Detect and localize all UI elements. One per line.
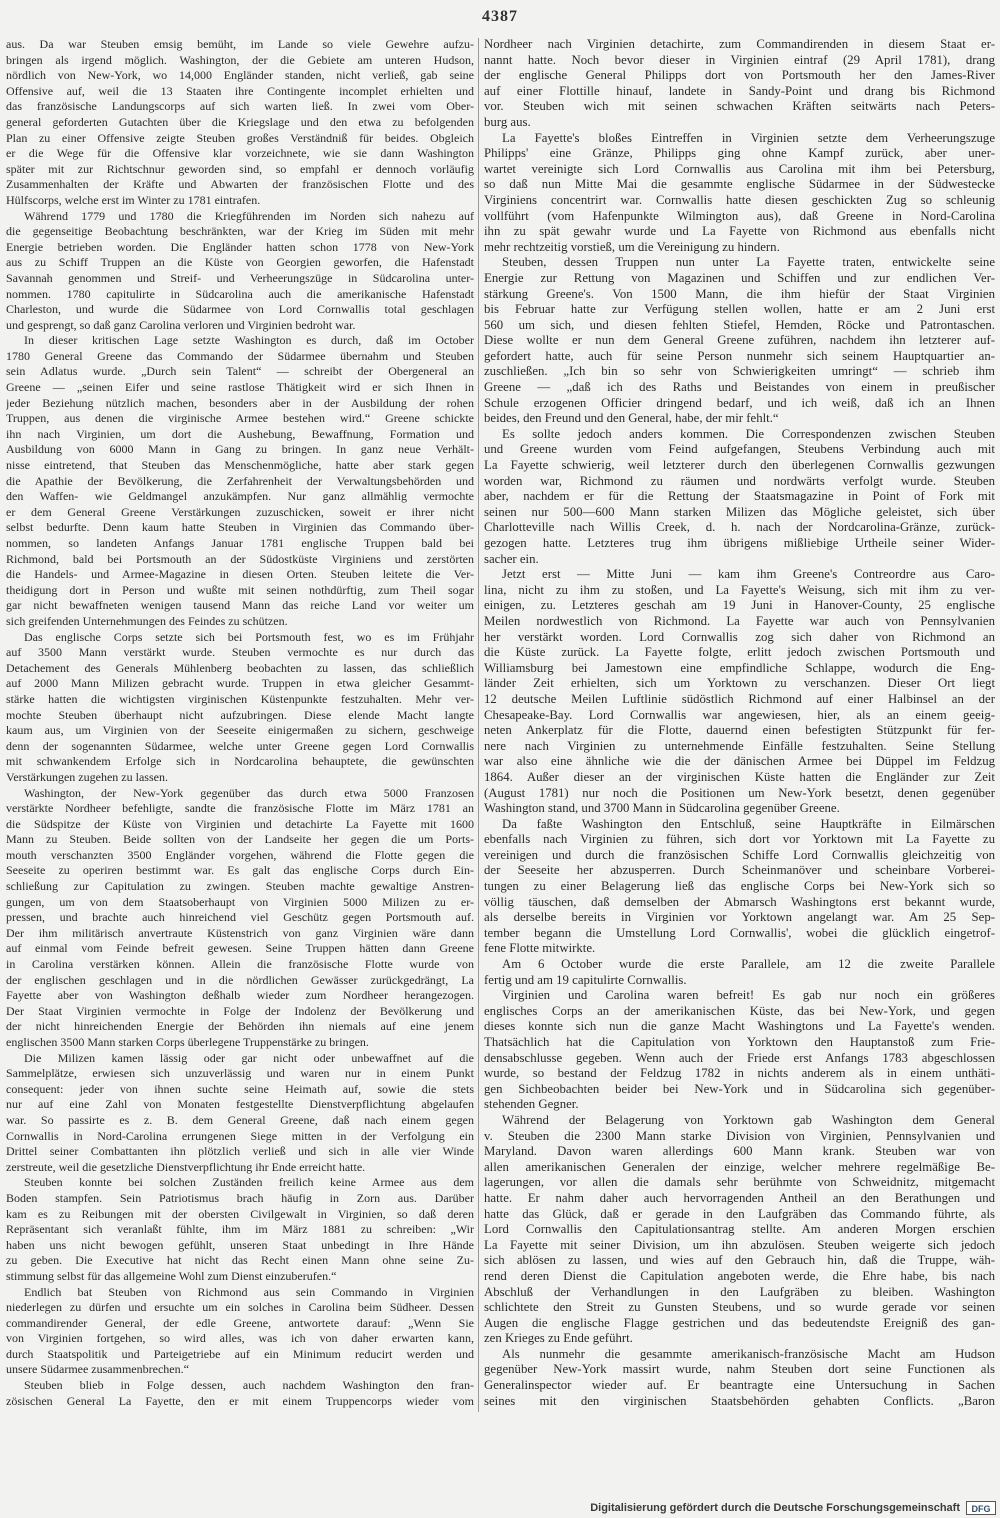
text-line: Plan zu einer Offensive zeigte Steuben großes Verständniß für beides. Obgleich bbox=[6, 130, 474, 145]
text-line: und Greene wurden vom Feind aufgefangen, Steubens Verbindung auch mit bbox=[484, 442, 995, 457]
text-line: Energie zur Rettung von Magazinen und Schiffen und zur endlichen Ver- bbox=[484, 270, 995, 285]
text-line: Repräsentant sich veranlaßt fühlte, ihm im März 1881 zu schreiben: „Wir bbox=[6, 1222, 474, 1237]
text-line: die Apathie der Bevölkerung, die Zerfahrenheit der Verwaltungsbehörden und bbox=[6, 473, 474, 488]
text-line: Boden stampfen. Sein Patriotismus brach häufig in Zorn aus. Darüber bbox=[6, 1190, 474, 1205]
text-line: zösischen General La Fayette, den er mit einem Truppencorps wieder vom bbox=[6, 1393, 474, 1408]
text-line: Charleston, und wurde die Südarmee von Lord Cornwallis total geschlagen bbox=[6, 302, 474, 317]
text-line: pressen, und brachte auch hinreichend viel Geschütz gegen Portsmouth auf. bbox=[6, 910, 474, 925]
text-line: Drittel seiner Combattanten ihn plötzlich verließ und sich in alle vier Winde bbox=[6, 1144, 474, 1159]
text-line: densabschlusse gegeben. Wenn auch der Friede erst Anfangs 1783 abgeschlossen bbox=[484, 1050, 995, 1065]
text-line: Savannah genommen und Streif- und Verheerungszüge in Südcarolina unter- bbox=[6, 270, 474, 285]
text-line: Sammelplätze, erwiesen sich unzuverlässig und waren nur in einem Punkt bbox=[6, 1066, 474, 1081]
text-line: v. Steuben die 2300 Mann starke Division von Virginien, Pennsylvanien und bbox=[484, 1128, 995, 1143]
text-line: war. So passirte es z. B. dem General Greene, daß nach einem gegen bbox=[6, 1112, 474, 1127]
text-line: Es sollte jedoch anders kommen. Die Correspondenzen zwischen Steuben bbox=[502, 426, 995, 441]
text-line: der englischen geschlagen und in die nördlichen Gewässer zurückgedrängt, La bbox=[6, 972, 474, 987]
text-line: mouth verschanzten 3500 Engländer vorgehen, während die Flotte gegen die bbox=[6, 847, 474, 862]
text-line: verstärkte Nordheer befehligte, sandte die französische Flotte im März 1781 an bbox=[6, 801, 474, 816]
text-line: er die Wege für die Offensive klar vorzeichnete, wie sie dann Washington bbox=[6, 146, 474, 161]
text-line: vor. Steuben wich mit seinen schwachen Kräften seitwärts nach Peters- bbox=[484, 99, 995, 114]
text-line: der nicht hinreichenden Energie der Behörden ihn niemals auf eine jenem bbox=[6, 1019, 474, 1034]
text-line: Nordheer nach Virginien detachirte, zum Commandirenden in diesem Staat er- bbox=[484, 37, 995, 51]
text-line: englisches Corps an der amerikanischen Küste, das bei New-York, und gegen bbox=[484, 1003, 995, 1018]
text-line: gungen, um von dem Staatsoberhaupt von Virginien 5000 Milizen zu er- bbox=[6, 894, 474, 909]
text-line: Der Staat Virginien vermochte in Folge der Indolenz der Bevölkerung und bbox=[6, 1003, 474, 1018]
text-line: kaum aus, um Virginien von der Seeseite einigermaßen zu sichern, geschweige bbox=[6, 723, 474, 738]
text-line: Das englische Corps setzte sich bei Portsmouth fest, wo es im Frühjahr bbox=[24, 629, 474, 644]
text-line: La Fayette's bloßes Eintreffen in Virginien setzte dem Verheerungszuge bbox=[502, 130, 995, 145]
paragraph bbox=[484, 131, 995, 256]
text-line: gefordert hatte, auch für seine Person nunmehr sich seinem Hauptquartier an- bbox=[484, 348, 995, 363]
text-line: wurde, so bestand der Feldzug 1782 in nichts anderem als in einem unthäti- bbox=[484, 1066, 995, 1081]
text-line: commandirender General, der edle Greene, antwortete darauf: „Wenn Sie bbox=[6, 1315, 474, 1330]
text-line: den Waffen- wie Geldmangel anzukämpfen. Nur ganz allmählig vermochte bbox=[6, 489, 474, 504]
text-line: zu geben. Die Executive hat nicht das Recht einen Mann ohne seine Zu- bbox=[6, 1253, 474, 1268]
text-line: ihn nach Virginien, um dort die Aushebung, Bewaffnung, Formation und bbox=[6, 426, 474, 441]
text-line: Truppen, aus denen die virginische Armee bestehen wird.“ Greene schickte bbox=[6, 411, 474, 426]
text-line: kam es zu Reibungen mit der obersten Civilgewalt in Virginien, so daß deren bbox=[6, 1206, 474, 1221]
dfg-logo-icon: DFG bbox=[966, 1501, 996, 1515]
text-line: neten Ankerplatz für die Flotte, dauernd einen befestigten Stützpunkt für fer- bbox=[484, 723, 995, 738]
text-line: nere nach Virginien zu unternehmende Einfälle festzuhalten. Seine Stellung bbox=[484, 738, 995, 753]
text-line: Generalinspector wieder auf. Er beantragte eine Untersuchung in Sachen bbox=[484, 1378, 995, 1393]
text-line: dieses konnte sich nun die ganze Macht Washingtons und La Fayette's wenden. bbox=[484, 1019, 995, 1034]
text-line: stärkung Greene's. Von 1500 Mann, die ihm hiefür der Staat Virginien bbox=[484, 286, 995, 301]
text-line: war also eine ähnliche wie die der dänischen Armee bei Düppel im Feldzug bbox=[484, 754, 995, 769]
text-line: und gesprengt, so daß ganz Carolina verloren und Virginien bedroht war. bbox=[6, 317, 356, 332]
text-line: Augen die englische Flagge gestrichen und das bedeutendste Ereigniß des gan- bbox=[484, 1315, 995, 1330]
text-line: Meilen nordwestlich von Richmond. La Fayette war auch von Pennsylvanien bbox=[484, 613, 995, 628]
text-line: sich greifenden Unternehmungen des Feindes zu schützen. bbox=[6, 613, 288, 628]
text-line: consequent: jeder von ihnen suchte seine Heimath auf, sowie die stets bbox=[6, 1081, 474, 1096]
text-line: Während 1779 und 1780 die Kriegführenden im Norden sich nahezu auf bbox=[24, 208, 474, 223]
text-line: seines mit den virginischen Staatsbehörden gehabten Conflicts. „Baron bbox=[484, 1393, 995, 1408]
text-line: nisse eintretend, that Steuben das Menschenmögliche, hatte aber stark gegen bbox=[6, 458, 474, 473]
text-line: Williamsburg bei Jamestown eine empfindliche Schlappe, wodurch die Eng- bbox=[484, 660, 995, 675]
text-line: wartet vereinigte sich Lord Cornwallis aus Carolina mit ihm bei Petersburg, bbox=[484, 161, 995, 176]
text-line: rend deren Dienst die Capitulation angeboten werde, die Ehre habe, bis nach bbox=[484, 1268, 995, 1283]
text-line: worden war, Richmond zu räumen und nordwärts verfolgt wurde. Steuben bbox=[484, 473, 995, 488]
text-line: Verstärkungen zugehen zu lassen. bbox=[6, 769, 168, 784]
text-line: auf 2000 Mann Milizen gebracht wurde. Truppen in etwa gleicher Gesammt- bbox=[6, 676, 474, 691]
paragraph bbox=[6, 1175, 474, 1284]
paragraph bbox=[484, 427, 995, 567]
text-line: fene Flotte mitwirkte. bbox=[484, 941, 596, 956]
text-line: Fayette aber von Washington deßhalb wieder zum Nordheer herangezogen. bbox=[6, 988, 474, 1003]
text-line: Greene — „seinen Eifer und seine rastlose Thätigkeit wird er sich Ihnen in bbox=[6, 380, 474, 395]
paragraph bbox=[6, 37, 474, 209]
text-line: aber, nachdem er für die Rettung der Staatsmagazine in Point of Fork mit bbox=[484, 489, 995, 504]
text-line: Steuben konnte bei solchen Zuständen freilich keine Armee aus dem bbox=[24, 1175, 474, 1190]
text-line: vollführt (vom Hafenpunkte Wilmington aus), daß Greene in Nord-Carolina bbox=[484, 208, 995, 223]
text-line: Mann zu Steuben. Beide sollten von der Landseite her gegen die um Ports- bbox=[6, 832, 474, 847]
text-line: Virginiens concentrirt war. Cornwallis hatte diesen geschickten Zug so schleunig bbox=[484, 192, 995, 207]
text-line: gezogen hatte. Letzteres trug ihm übrigens mißliebige Urtheile seiner Wider- bbox=[484, 536, 995, 550]
text-line: Während der Belagerung von Yorktown gab Washington dem General bbox=[502, 1112, 995, 1127]
text-line: Da faßte Washington den Entschluß, seine Hauptkräfte in Eilmärschen bbox=[502, 816, 995, 831]
text-line: auf 3500 Mann verstärkt wurde. Steuben vermochte es nur durch das bbox=[6, 645, 474, 660]
text-line: sacher ein. bbox=[484, 551, 539, 566]
text-line: mochte Steuben überhaupt nicht aufzubringen. Diese elende Macht langte bbox=[6, 707, 474, 722]
text-line: stehenden Gegner. bbox=[484, 1097, 579, 1112]
text-line: 12 deutsche Meilen Luftlinie südöstlich Richmond auf einer Halbinsel an der bbox=[484, 691, 995, 706]
text-line: bringen als irgend möglich. Washington, der die Gebiete am unteren Hudson, bbox=[6, 52, 474, 67]
column-left bbox=[6, 37, 474, 1409]
text-line: seinen nur 500—600 Mann starken Milizen das Mögliche geleistet, sich über bbox=[484, 504, 995, 519]
text-line: hatte. Er nahm daher auch hervorragenden Antheil an den Berathungen und bbox=[484, 1190, 995, 1205]
text-line: er dem General Greene Verstärkungen zuzuschicken, soweit er ihrer nicht bbox=[6, 504, 474, 519]
text-line: fertig und am 19 capitulirte Cornwallis. bbox=[484, 972, 687, 987]
text-line: Ausbildung von 6000 Mann in Gang zu bringen. In ganz neue Verhält- bbox=[6, 442, 474, 457]
text-line: länder Zeit erhielten, sich um Yorktown zu verschanzen. Dieser Ort liegt bbox=[484, 676, 995, 691]
text-line: In dieser kritischen Lage setzte Washington es durch, daß im October bbox=[24, 333, 474, 348]
text-line: auf einer Flottille hinauf, landete in Sandy-Point und drang bis Richmond bbox=[484, 83, 995, 98]
text-line: Richmond, bald bei Portsmouth an der Südostküste Virginiens und zerstörten bbox=[6, 551, 474, 566]
text-line: Lord Cornwallis den Capitulationsantrag stellte. Am anderen Morgen erschien bbox=[484, 1222, 995, 1237]
text-line: jeder Beziehung nützlich machen, besonders aber in der Ausbildung der rohen bbox=[6, 395, 474, 410]
paragraph bbox=[484, 1347, 995, 1409]
text-line: Der ihm militärisch anvertraute Küstenstrich von ganz Virginien wäre dann bbox=[6, 925, 474, 940]
text-line: von Virginien fortgehen, so wird alles, was ich von daher erwarten kann, bbox=[6, 1331, 474, 1346]
text-line: Energie betrieben worden. Die Engländer hatten schon 1778 von New-York bbox=[6, 239, 474, 254]
paragraph bbox=[484, 988, 995, 1113]
text-line: die Handels- und Armee-Magazine in diesen Orten. Steuben leitete die Ver- bbox=[6, 567, 474, 582]
text-line: 560 um sich, und diesen fehlten Stiefel, Hemden, Röcke und Patrontaschen. bbox=[484, 317, 995, 332]
text-line: Charlotteville nach Willis Creek, d. h. nach der Nordcarolina-Gränze, zurück- bbox=[484, 520, 995, 535]
text-line: tember begann die Umstellung Lord Cornwallis', wobei die glücklich eingetrof- bbox=[484, 925, 995, 940]
text-line: Diese wollte er nun dem General Greene zuführen, nachdem ihn letzterer auf- bbox=[484, 333, 995, 348]
text-line: zerstreute, weil die gesetzliche Dienstverpflichtung ihr Ende erreicht hatte. bbox=[6, 1159, 366, 1174]
text-line: schlichtete den Streit zu Gunsten Steubens, und so wurde gerade vor seinen bbox=[484, 1300, 995, 1315]
text-line: Philipps' eine Gränze, Philipps ging ohne Kampf zurück, aber uner- bbox=[484, 146, 995, 161]
text-line: gegenüber New-York massirt wurde, nahm Steuben dort seine Functionen als bbox=[484, 1362, 995, 1377]
text-line: vereinigen und durch die französischen Schiffe Lord Cornwallis gleichzeitig von bbox=[484, 847, 995, 862]
text-line: Abschluß der Verhandlungen in den Laufgräben zu bleiben. Washington bbox=[484, 1284, 995, 1299]
text-line: tungen zu einer Belagerung ließ das englische Corps bei New-York sich so bbox=[484, 879, 995, 894]
text-line: hatte das Glück, daß er gerade in den Laufgräben das Commando führte, als bbox=[484, 1206, 995, 1221]
text-line: in Carolina verstärken können. Allein die französische Flotte wurde von bbox=[6, 957, 474, 972]
text-line: nördlich von New-York, wo 14,000 Engländer standen, nicht verließ, gab seine bbox=[6, 68, 474, 83]
paragraph bbox=[6, 786, 474, 1051]
text-line: La Fayette schwierig, weil letzterer durch den überlegenen Cornwallis gezwungen bbox=[484, 458, 995, 473]
text-line: Hülfscorps, welche erst im Winter zu 1781 eintrafen. bbox=[6, 192, 261, 207]
text-line: das französische Landungscorps auf sich warten ließ. In zwei vom Ober- bbox=[6, 99, 474, 114]
text-line: mehr rechtzeitig vorstieß, um die Vereinigung zu hindern. bbox=[484, 239, 780, 254]
text-line: einigen, zu. Letzteres geschah am 19 Juni in Hanover-County, 25 englische bbox=[484, 598, 995, 613]
text-line: denn der sogenannten Südarmee, welche unter Greene gegen Lord Cornwallis bbox=[6, 738, 474, 753]
text-line: La Fayette mit seiner Division, um ihn abzulösen. Steuben weigerte sich jedoch bbox=[484, 1237, 995, 1252]
paragraph bbox=[484, 1113, 995, 1347]
text-line: durch Staatspolitik und Parteigetriebe auf ein Minimum reducirt werden und bbox=[6, 1346, 474, 1361]
text-line: her verstärkt worden. Lord Cornwallis zog sich daher von Richmond an bbox=[484, 629, 995, 644]
text-line: Jetzt erst — Mitte Juni — kam ihm Greene's Contreordre aus Caro- bbox=[502, 567, 995, 582]
text-line: Am 6 October wurde die erste Parallele, am 12 die zweite Parallele bbox=[502, 957, 995, 972]
text-line: mit schwankendem Erfolge sich in Nordcarolina behauptete, die gewünschten bbox=[6, 754, 474, 769]
text-line: stimmung selbst für das allgemeine Wohl zum Dienst einzuberufen.“ bbox=[6, 1268, 337, 1283]
paragraph bbox=[484, 567, 995, 817]
text-line: Zusammenhalten der Kräfte und Abwarten der französischen Flotte und des bbox=[6, 177, 474, 192]
text-line: Washington, der New-York gegenüber das durch etwa 5000 Franzosen bbox=[24, 785, 474, 800]
text-line: lina, nicht zu ihm zu stoßen, und La Fayette's Weisung, sich mit ihm zu ver- bbox=[484, 582, 995, 597]
text-line: schließung zur Capitulation zu zwingen. Steuben machte gewaltige Anstren- bbox=[6, 879, 474, 894]
text-line: nommen, so landeten Anfangs Januar 1781 englische Truppen bald bei bbox=[6, 536, 474, 550]
text-line: der englische General Philipps dort von Portsmouth her den James-River bbox=[484, 68, 995, 83]
text-line: die Küste zurück. La Fayette folgte, erlitt jedoch zwischen Portsmouth und bbox=[484, 645, 995, 660]
text-line: nur auf eine Zahl von Monaten festgestellte Dienstverpflichtung abgelaufen bbox=[6, 1097, 474, 1112]
paragraph bbox=[6, 333, 474, 629]
paragraph bbox=[484, 957, 995, 988]
text-line: aus zu Schiff Truppen an die Küste von Georgien geworfen, die Hafenstadt bbox=[6, 255, 474, 270]
text-line: Detachement des Generals Mühlenberg beobachten zu lassen, das schließlich bbox=[6, 660, 474, 675]
text-line: ihn zu spät gewahr wurde und La Fayette von Richmond aus ebenfalls nicht bbox=[484, 224, 995, 239]
text-line: theidigung dort in Person und wußte mit seinen nothdürftig, zum Theil sogar bbox=[6, 582, 474, 597]
text-line: die gegenseitige Beobachtung beschränkten, war der Krieg im Süden mit mehr bbox=[6, 224, 474, 239]
text-line: nommen. 1780 capitulirte in Südcarolina auch die amerikanische Hafenstadt bbox=[6, 286, 474, 301]
text-line: allen amerikanischen Generalen der einzige, welcher mehrere regelmäßige Be- bbox=[484, 1159, 995, 1174]
paragraph bbox=[484, 255, 995, 427]
paragraph bbox=[6, 1051, 474, 1176]
text-line: auf einmal vom Feinde befreit gewesen. Seine Truppen hätten dann Greene bbox=[6, 941, 474, 956]
text-line: gar nicht bewaffneten wenigen tausend Mann das reiche Land vor weiter um bbox=[6, 598, 474, 613]
column-right bbox=[484, 37, 995, 1409]
text-line: haben uns nicht bewogen gefühlt, unseren Staat unbedingt in Ihre Hände bbox=[6, 1237, 474, 1252]
text-line: Cornwallis in Nord-Carolina errungenen Siege mitten in der Verfolgung ein bbox=[6, 1128, 474, 1143]
text-line: später mit zur Richtschnur geworden sind, so empfahl er dennoch vorläufig bbox=[6, 161, 474, 176]
text-line: stärke hatten die wichtigsten virginischen Küstenpunkte festzuhalten. Mehr ver- bbox=[6, 691, 474, 706]
text-line: Washington stand, und 3700 Mann in Südcarolina gegenüber Greene. bbox=[484, 801, 840, 816]
text-line: (August 1781) nur noch die Positionen um New-York besetzt, denen gegenüber bbox=[484, 785, 995, 800]
text-line: nannt hatte. Noch bevor dieser in Virginien eintraf (29 April 1781), drang bbox=[484, 52, 995, 67]
text-line: der Seeseite her abzusperren. Durch Scheinmanöver und scheinbare Vorberei- bbox=[484, 863, 995, 878]
text-line: Thatsächlich hat die Capitulation von Yorktown den Hauptanstoß zum Frie- bbox=[484, 1035, 995, 1049]
text-line: Die Milizen kamen lässig oder gar nicht oder unbewaffnet auf die bbox=[24, 1050, 474, 1065]
paragraph bbox=[6, 1285, 474, 1379]
text-line: sein Adlatus wurde. „Durch sein Talent“ — schreibt der Obergeneral an bbox=[6, 364, 474, 379]
text-line: als derselbe bereits in Virginien vor Yorktown angelangt war. Am 25 Sep- bbox=[484, 910, 995, 925]
text-line: lagerungen, vor allen die damals sehr berühmte von Schweidnitz, mitgemacht bbox=[484, 1175, 995, 1190]
text-line: beides, den Freund und den General, habe, der mir fehlt.“ bbox=[484, 411, 779, 426]
text-line: burg aus. bbox=[484, 114, 531, 129]
text-line: unsere Südarmee zusammenbrechen.“ bbox=[6, 1362, 189, 1377]
text-line: englischen 3500 Mann starken Corps überlegene Truppenstärke zu bringen. bbox=[6, 1035, 369, 1049]
paragraph bbox=[484, 37, 995, 131]
text-line: zuschließen. „Ich bin so sehr von Schwierigkeiten umringt“ — schrieb ihm bbox=[484, 364, 995, 379]
text-line: zen Krieges zu Ende geführt. bbox=[484, 1331, 633, 1346]
text-line: Seeseite zu operiren bestimmt war. Es galt das englische Corps durch Ein- bbox=[6, 863, 474, 878]
page-number: 4387 bbox=[482, 8, 518, 25]
text-line: 1864. Außer dieser an der virginischen Küste hatten die Engländer zur Zeit bbox=[484, 769, 995, 784]
text-line: general geforderten Gutachten über die Kriegslage und den etwa zu befolgenden bbox=[6, 114, 474, 129]
text-line: die Südspitze der Küste von Virginien und detachirte La Fayette mit 1600 bbox=[6, 816, 474, 831]
text-line: selbst bedurfte. Denn kaum hatte Steuben in Virginien das Commando über- bbox=[6, 520, 474, 535]
text-line: niederlegen zu dürfen und ersuchte um ein solches in Carolina beim Südheer. Dessen bbox=[6, 1300, 474, 1315]
text-line: sich ablösen zu lassen, und wies auf den Gebrauch hin, daß die Truppe, wäh- bbox=[484, 1253, 995, 1268]
paragraph bbox=[484, 817, 995, 957]
text-line: Als nunmehr die gesammte amerikanisch-französische Macht am Hudson bbox=[502, 1346, 995, 1361]
text-line: gen Sichbeobachten beider bei New-York und in Südcarolina sich gegenüber- bbox=[484, 1081, 995, 1096]
column-divider bbox=[478, 38, 479, 1412]
text-line: ebenfalls nach Virginien zu führen, sich dort vor Yorktown mit La Fayette zu bbox=[484, 832, 995, 847]
text-line: 1780 General Greene das Commando der Südarmee übernahm und Steuben bbox=[6, 348, 474, 363]
text-line: Offensive auf, weil die 13 Staaten ihre Contingente incomplet erhielten und bbox=[6, 83, 474, 98]
text-line: Endlich bat Steuben von Richmond aus sein Commando in Virginien bbox=[24, 1284, 474, 1299]
text-line: Schule erzogenen Officier dringend bedarf, und ich weiß, daß ich an Ihnen bbox=[484, 395, 995, 410]
text-line: Steuben blieb in Folge dessen, auch nachdem Washington den fran- bbox=[24, 1378, 474, 1393]
paragraph bbox=[6, 1378, 474, 1409]
text-line: aus. Da war Steuben emsig bemüht, im Lande so viele Gewehre aufzu- bbox=[6, 37, 474, 51]
text-line: Maryland. Davon waren allerdings 600 Mann krank. Steuben war von bbox=[484, 1144, 995, 1159]
paragraph bbox=[6, 209, 474, 334]
text-line: Chesapeake-Bay. Lord Cornwallis war angewiesen, hier, als an einem geeig- bbox=[484, 707, 995, 722]
text-line: Steuben, dessen Truppen nun unter La Fayette traten, entwickelte seine bbox=[502, 255, 995, 270]
text-line: Virginien und Carolina waren befreit! Es gab nur noch ein größeres bbox=[502, 988, 995, 1003]
paragraph bbox=[6, 630, 474, 786]
text-line: so daß nun Mitte Mai die gesammte englische Südarmee in der Südwestecke bbox=[484, 177, 995, 192]
text-line: völlig täuschen, daß demselben der Abmarsch Washingtons erst bekannt wurde, bbox=[484, 894, 995, 909]
text-line: Greene — „daß ich des Raths und Beistandes von einem in preußischer bbox=[484, 380, 995, 395]
text-line: bis Februar hatte zur Verfügung stellen wollen, hatte er am 2 Juni erst bbox=[484, 302, 995, 317]
footer-credit: Digitalisierung gefördert durch die Deutsche Forschungsgemeinschaft bbox=[590, 1502, 960, 1514]
